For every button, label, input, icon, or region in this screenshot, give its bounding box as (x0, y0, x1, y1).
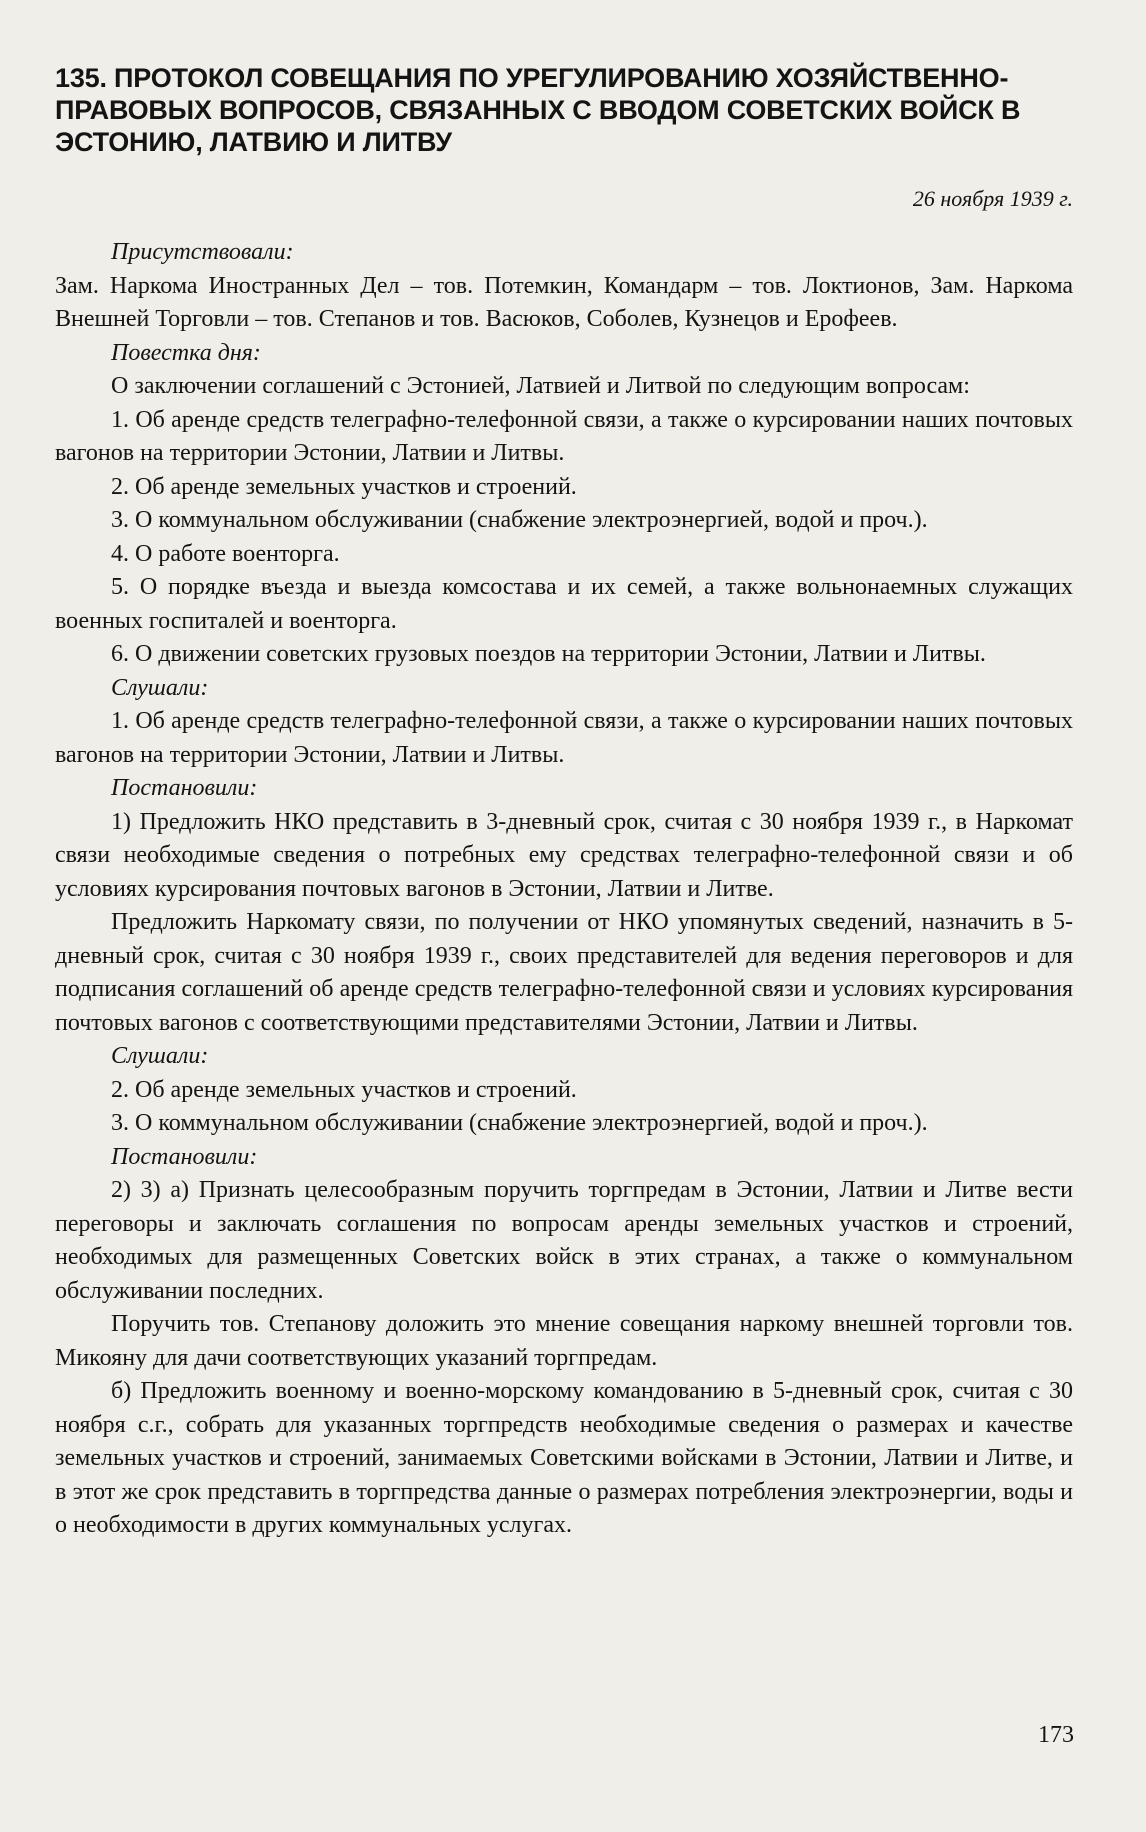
resolution-paragraph: 2) 3) а) Признать целесообразным поручить торгпредам в Эстонии, Латвии и Литве вести переговоры и заключать соглашения по вопросам аренды земельных участков и строений, необходимых для размещенных Советских войск в этих странах, а также о коммунальном обслуживании последних. (55, 1177, 1073, 1304)
document-date: 26 ноября 1939 г. (912, 186, 1073, 211)
resolution-paragraph: б) Предложить военному и военно-морскому командованию в 5-дневный срок, считая с 30 ноября с.г., собрать для указанных торгпредств необходимые сведения о размерах и качестве земельных участков и строений, занимаемых Советскими войсками в Эстонии, Латвии и Литве, и в этот же срок представить в торгпредства данные о размерах потребления электроэнергии, воды и о необходимости в других коммунальных услугах. (55, 1378, 1073, 1538)
heard-item: 1. Об аренде средств телеграфно-телефонной связи, а также о курсировании наших почтовых вагонов на территории Эстонии, Латвии и Литвы. (55, 708, 1073, 768)
agenda-item: 4. О работе военторга. (111, 540, 340, 567)
agenda-item: 1. Об аренде средств телеграфно-телефонной связи, а также о курсировании наших почтовых вагонов на территории Эстонии, Латвии и Литвы. (55, 406, 1073, 466)
resolution-paragraph: 1) Предложить НКО представить в 3-дневный срок, считая с 30 ноября 1939 г., в Наркомат связи необходимые сведения о потребных ему средствах телеграфно-телефонной связи и об условиях курсирования почтовых вагонов в Эстонии, Латвии и Литве. (55, 808, 1073, 902)
present-label: Присутствовали: (111, 239, 294, 265)
resolution-paragraph: Предложить Наркомату связи, по получении от НКО упомянутых сведений, назначить в 5-дневный срок, считая с 30 ноября 1939 г., своих представителей для ведения переговоров и для подписания соглашений об аренде средств телеграфно-телефонной связи и условиях курсирования почтовых вагонов с соответствующими представителями Эстонии, Латвии и Литвы. (55, 909, 1073, 1036)
resolution-paragraph: Поручить тов. Степанову доложить это мнение совещания наркому внешней торговли тов. Микояну для дачи соответствующих указаний торгпредам. (55, 1311, 1073, 1371)
agenda-item: 6. О движении советских грузовых поездов на территории Эстонии, Латвии и Литвы. (111, 641, 986, 667)
agenda-item: 2. Об аренде земельных участков и строений. (111, 473, 577, 500)
heard-label: Слушали: (111, 674, 209, 701)
agenda-item: 3. О коммунальном обслуживании (снабжение электроэнергией, водой и проч.). (111, 507, 928, 533)
present-text: Зам. Наркома Иностранных Дел – тов. Потемкин, Командарм – тов. Локтионов, Зам. Наркома Внешней Торговли – тов. Степанов и тов. Васюков, Соболев, Кузнецов и Ерофеев. (55, 272, 1073, 332)
heard-item: 2. Об аренде земельных участков и строений. (111, 1076, 577, 1103)
page-number: 173 (1038, 1722, 1074, 1748)
agenda-item: 5. О порядке въезда и выезда комсостава и их семей, а также вольнонаемных служащих военных госпиталей и военторга. (55, 574, 1073, 634)
document-body (55, 62, 1073, 1543)
agenda-intro: О заключении соглашений с Эстонией, Латвией и Литвой по следующим вопросам: (111, 373, 970, 399)
heard-label: Слушали: (111, 1043, 209, 1069)
document-title: 135. ПРОТОКОЛ СОВЕЩАНИЯ ПО УРЕГУЛИРОВАНИЮ ХОЗЯЙСТВЕННО-ПРАВОВЫХ ВОПРОСОВ, СВЯЗАННЫХ С ВВОДОМ СОВЕТСКИХ ВОЙСК В ЭСТОНИЮ, ЛАТВИЮ И ЛИТВУ (55, 63, 1021, 157)
resolved-label: Постановили: (111, 775, 258, 801)
agenda-label: Повестка дня: (111, 339, 261, 366)
resolved-label: Постановили: (111, 1143, 258, 1170)
heard-item: 3. О коммунальном обслуживании (снабжение электроэнергией, водой и проч.). (111, 1110, 928, 1136)
